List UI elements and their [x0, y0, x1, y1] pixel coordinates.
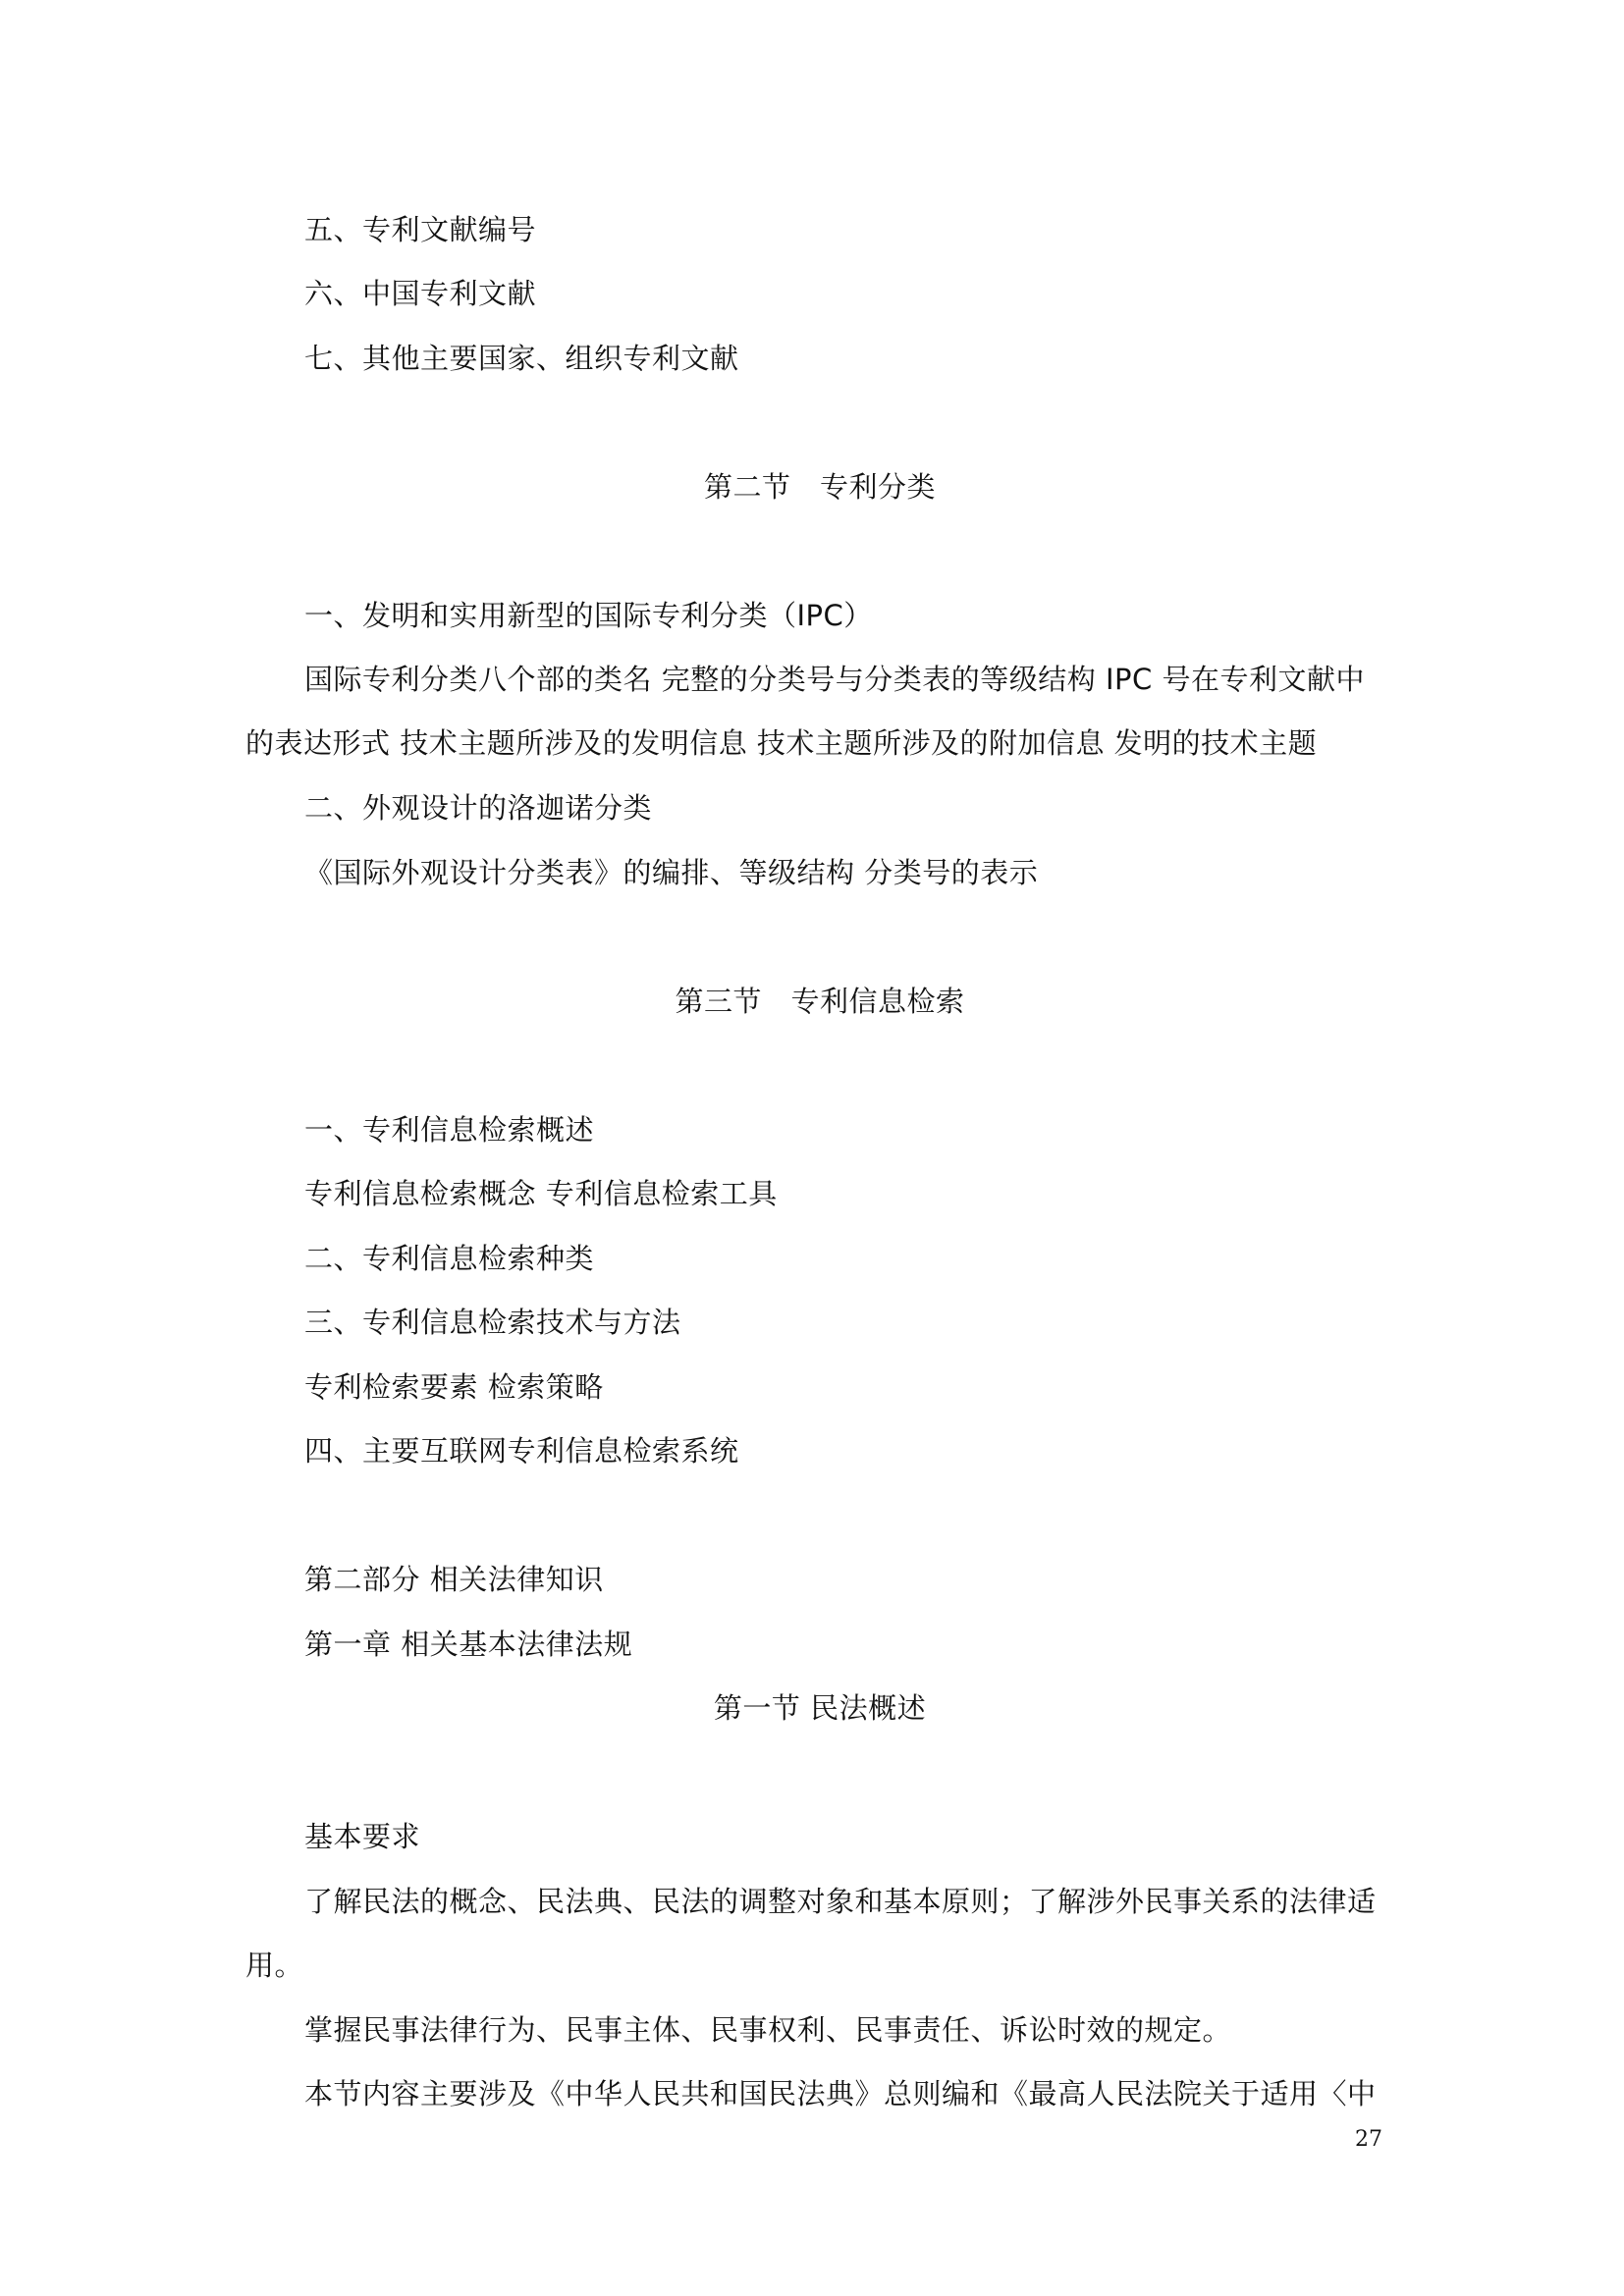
subheading-basic-requirements: 基本要求 [304, 1820, 421, 1853]
section-heading-civil-law: 第一节 民法概述 [713, 1691, 927, 1725]
section-heading-patent-search: 第三节 专利信息检索 [675, 985, 965, 1018]
item-other-countries-patent-documents: 七、其他主要国家、组织专利文献 [304, 342, 739, 375]
paragraph-search-overview: 专利信息检索概念 专利信息检索工具 [304, 1177, 778, 1210]
item-locarno-classification: 二、外观设计的洛迦诺分类 [304, 791, 653, 825]
part-heading-legal-knowledge: 第二部分 相关法律知识 [304, 1563, 604, 1596]
item-chinese-patent-documents: 六、中国专利文献 [304, 277, 537, 310]
paragraph-search-techniques: 专利检索要素 检索策略 [304, 1370, 604, 1404]
page-number: 27 [1355, 2127, 1382, 2152]
chapter-heading-basic-laws: 第一章 相关基本法律法规 [304, 1628, 633, 1661]
paragraph-requirement-2: 掌握民事法律行为、民事主体、民事权利、民事责任、诉讼时效的规定。 [304, 2013, 1232, 2047]
paragraph-scope: 本节内容主要涉及《中华人民共和国民法典》总则编和《最高人民法院关于适用〈中 [304, 2077, 1377, 2110]
paragraph-locarno: 《国际外观设计分类表》的编排、等级结构 分类号的表示 [304, 856, 1039, 889]
item-ipc-classification: 一、发明和实用新型的国际专利分类（IPC） [304, 599, 873, 632]
paragraph-requirement-1-line-1: 了解民法的概念、民法典、民法的调整对象和基本原则；了解涉外民事关系的法律适 [304, 1885, 1377, 1918]
paragraph-ipc-line-1: 国际专利分类八个部的类名 完整的分类号与分类表的等级结构 IPC 号在专利文献中 [304, 663, 1365, 696]
item-internet-search-systems: 四、主要互联网专利信息检索系统 [304, 1434, 739, 1468]
paragraph-requirement-1-line-2: 用。 [245, 1949, 304, 1982]
item-search-overview: 一、专利信息检索概述 [304, 1113, 595, 1147]
item-patent-document-numbering: 五、专利文献编号 [304, 213, 537, 246]
section-heading-patent-classification: 第二节 专利分类 [703, 470, 936, 504]
paragraph-ipc-line-2: 的表达形式 技术主题所涉及的发明信息 技术主题所涉及的附加信息 发明的技术主题 [245, 726, 1318, 760]
item-search-techniques: 三、专利信息检索技术与方法 [304, 1306, 681, 1339]
item-search-types: 二、专利信息检索种类 [304, 1242, 595, 1275]
